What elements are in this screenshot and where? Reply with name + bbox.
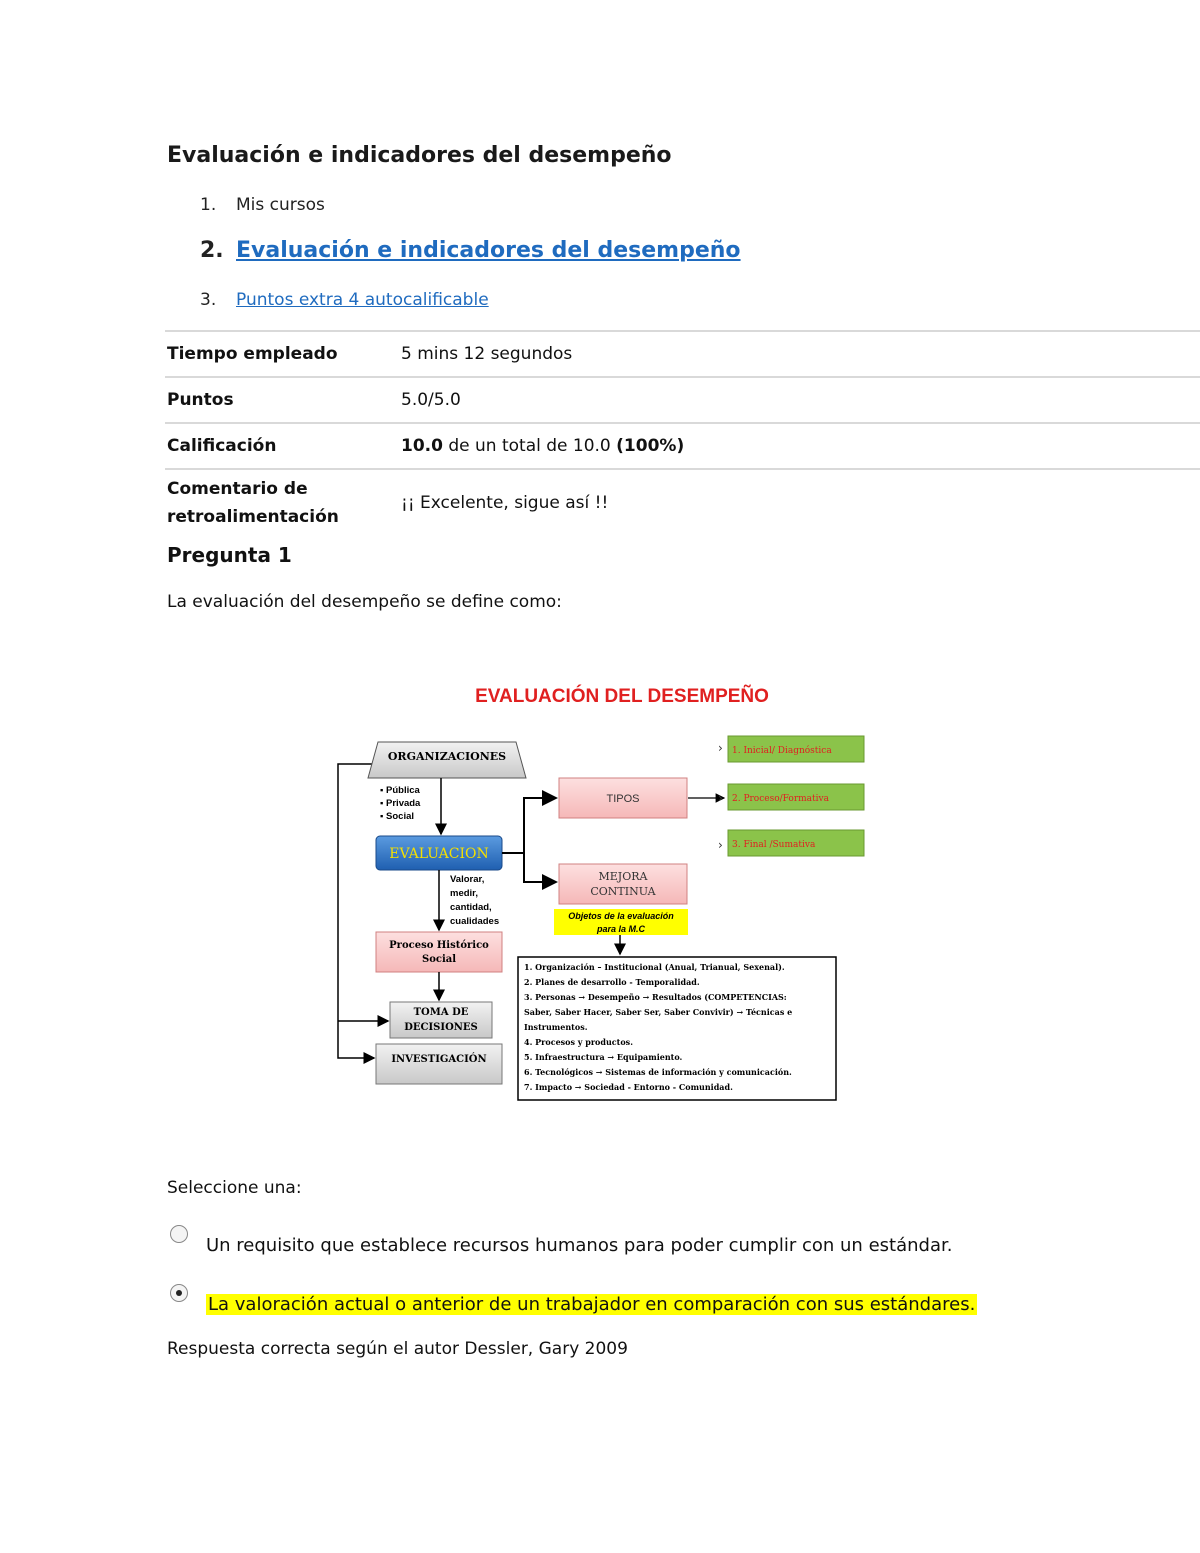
eval-note-4: cualidades: [450, 916, 500, 927]
proceso-label-1: Proceso Histórico: [389, 940, 489, 951]
org-bullet-1-text: Pública: [386, 785, 420, 796]
breadcrumb-link-quiz[interactable]: Puntos extra 4 autocalificable: [236, 290, 489, 310]
grade-total: de un total de 10.0: [442, 436, 617, 456]
proceso-label-2: Social: [421, 954, 457, 965]
feedback-value: ¡¡ Excelente, sigue así !!: [401, 493, 609, 513]
option-2-text[interactable]: La valoración actual o anterior de un trabajador en comparación con sus estándares.: [208, 1294, 976, 1315]
objetos-label-1: Objetos de la evaluación: [568, 911, 674, 921]
mejora-label-1: MEJORA: [598, 870, 648, 883]
attempt-summary-table: [165, 330, 1200, 536]
grade-value: [399, 423, 1200, 469]
breadcrumb-number: 1.: [200, 195, 217, 215]
breadcrumb-number: 3.: [200, 290, 217, 310]
tipo-chevron-3: ›: [718, 838, 723, 852]
objetos-list-line-2: 2. Planes de desarrollo - Temporalidad.: [524, 977, 700, 987]
summary-row-points: [165, 377, 1200, 423]
objetos-list-line-6: 4. Procesos y productos.: [524, 1037, 633, 1047]
grade-percent: (100%): [616, 436, 685, 456]
objetos-list-line-9: 7. Impacto → Sociedad - Entorno - Comunidad.: [524, 1082, 733, 1092]
tipo-item-2-label: 2. Proceso/Formativa: [732, 794, 829, 804]
org-bullet-3-text: Social: [386, 811, 415, 822]
org-bullet-2-text: Privada: [386, 798, 421, 809]
org-bullet-2: ▪ Privada: [380, 798, 421, 809]
arrow-eval-mejora: [524, 853, 556, 882]
proceso-box: [376, 932, 502, 972]
evaluation-diagram: [300, 670, 880, 1110]
objetos-list-line-1: 1. Organización – Institucional (Anual, Trianual, Sexenal).: [524, 962, 785, 972]
eval-note-2: medir,: [450, 888, 478, 899]
grade-label: Calificación: [167, 436, 277, 456]
page-title: Evaluación e indicadores del desempeño: [167, 143, 672, 168]
org-bullet-1: ▪ Pública: [380, 785, 420, 796]
summary-row-grade: [165, 423, 1200, 469]
organizaciones-label: ORGANIZACIONES: [387, 750, 507, 763]
answer-note: Respuesta correcta según el autor Dessler, Gary 2009: [167, 1339, 628, 1359]
eval-note-3: cantidad,: [450, 902, 492, 913]
grade-score: 10.0: [401, 436, 443, 456]
arrow-eval-tipos: [502, 798, 556, 853]
investigacion-label: INVESTIGACIÓN: [391, 1054, 487, 1065]
objetos-list-line-4: Saber, Saber Hacer, Saber Ser, Saber Convivir) → Técnicas e: [524, 1007, 793, 1017]
loop-line: [338, 764, 378, 1058]
tipo-item-1-label: 1. Inicial/ Diagnóstica: [732, 746, 832, 756]
option-2-radio[interactable]: [170, 1284, 188, 1302]
points-label: Puntos: [167, 390, 234, 410]
tipo-item-3-label: 3. Final /Sumativa: [732, 840, 816, 850]
question-text: La evaluación del desempeño se define como:: [167, 592, 562, 612]
evaluacion-label: EVALUACION: [389, 846, 489, 862]
breadcrumb-number: 2.: [200, 238, 224, 263]
time-label: Tiempo empleado: [167, 344, 338, 364]
eval-note-1: Valorar,: [450, 874, 485, 885]
breadcrumb-item-2[interactable]: [200, 238, 741, 263]
objetos-list-line-3: 3. Personas → Desempeño → Resultados (COMPETENCIAS:: [524, 992, 787, 1002]
toma-label-2: DECISIONES: [404, 1022, 478, 1033]
breadcrumb-label[interactable]: Mis cursos: [236, 195, 325, 215]
feedback-label: [165, 469, 399, 536]
tipo-chevron-1: ›: [718, 741, 723, 755]
option-1-text[interactable]: Un requisito que establece recursos humanos para poder cumplir con un estándar.: [206, 1235, 953, 1256]
tipo-chevron-2: ›: [718, 791, 723, 805]
time-value: 5 mins 12 segundos: [401, 344, 573, 364]
breadcrumb-item-3[interactable]: [200, 290, 489, 310]
breadcrumb-item-1[interactable]: [200, 195, 325, 215]
feedback-label-line-2: retroalimentación: [167, 507, 339, 527]
points-value: 5.0/5.0: [401, 390, 461, 410]
breadcrumb-link-course[interactable]: Evaluación e indicadores del desempeño: [236, 238, 741, 263]
summary-row-time: [165, 331, 1200, 377]
option-1-radio[interactable]: [170, 1225, 188, 1243]
summary-row-feedback: [165, 469, 1200, 536]
tipos-label: TIPOS: [606, 793, 640, 805]
toma-label-1: TOMA DE: [413, 1007, 469, 1018]
diagram-title: EVALUACIÓN DEL DESEMPEÑO: [475, 686, 769, 707]
feedback-label-line-1: Comentario de: [167, 479, 308, 499]
mejora-label-2: CONTINUA: [590, 885, 656, 898]
objetos-list-line-7: 5. Infraestructura → Equipamiento.: [524, 1052, 683, 1062]
select-one-label: Seleccione una:: [167, 1178, 302, 1198]
objetos-list-line-8: 6. Tecnológicos → Sistemas de información y comunicación.: [524, 1067, 792, 1077]
objetos-label-2: para la M.C: [596, 924, 646, 934]
objetos-list-line-5: Instrumentos.: [524, 1022, 588, 1032]
question-title: Pregunta 1: [167, 543, 292, 567]
org-bullet-3: ▪ Social: [380, 811, 415, 822]
